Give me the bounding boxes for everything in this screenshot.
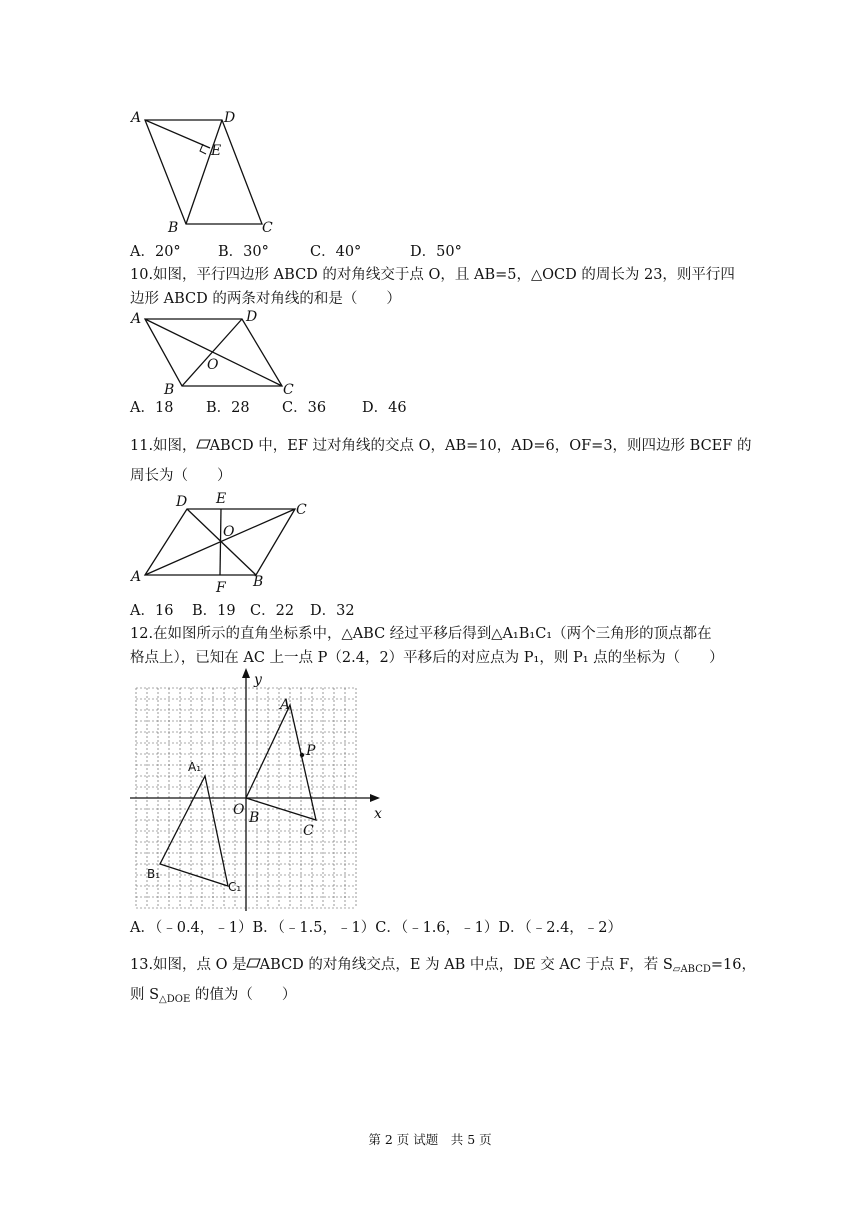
- q9-options: [130, 242, 462, 262]
- label-b: B: [164, 382, 175, 398]
- label-a: A: [280, 697, 291, 713]
- figure-q11-parallelogram: [120, 488, 320, 598]
- label-c1: C₁: [228, 880, 242, 894]
- q10-option-a: A．18: [130, 400, 174, 416]
- label-a1: A₁: [188, 760, 202, 774]
- parallelogram-symbol-icon: [247, 958, 260, 968]
- figure-q9-parallelogram: [120, 100, 290, 240]
- q13-stem-line1: [130, 955, 756, 980]
- label-o: O: [223, 524, 235, 540]
- label-p: P: [306, 743, 316, 759]
- label-c: C: [296, 502, 307, 518]
- q9-option-b: B．30°: [218, 244, 269, 260]
- q12-options: [130, 918, 622, 938]
- label-b: B: [249, 810, 260, 826]
- q11-options: [130, 601, 355, 621]
- page-footer: 第 2 页 试题 共 5 页: [368, 1132, 492, 1147]
- q9-option-a: A．20°: [130, 244, 181, 260]
- q11-rest: ABCD 中，EF 过对角线的交点 O，AB=10，AD=6，OF=3，则四边形 BCEF 的: [209, 438, 752, 454]
- figure-q12-coordinate-grid: [120, 665, 400, 915]
- label-c: C: [262, 220, 273, 236]
- q13-rest2: =16，: [710, 957, 756, 973]
- q11-option-d: D．32: [310, 603, 355, 619]
- label-x: x: [374, 806, 382, 822]
- q13-prefix: 13.如图，点 O 是: [130, 957, 247, 973]
- q13-line2-prefix: 则 S: [130, 987, 160, 1003]
- figure-q10-parallelogram: [120, 300, 310, 400]
- q13-line2-rest: 的值为（ ）: [190, 987, 297, 1003]
- q9-option-d: D．50°: [410, 244, 462, 260]
- q12-option-d: D．（﹣2.4，﹣2）: [498, 920, 623, 936]
- q13-rest: ABCD 的对角线交点，E 为 AB 中点，DE 交 AC 于点 F，若 S: [259, 957, 673, 973]
- label-a: A: [131, 311, 142, 327]
- q10-options: [130, 398, 407, 418]
- q12-option-b: B．（﹣1.5，﹣1）: [252, 920, 376, 936]
- label-b: B: [168, 220, 179, 236]
- q13-stem-line2: [130, 985, 296, 1010]
- q11-prefix: 11.如图，: [130, 438, 197, 454]
- q9-option-c: C．40°: [310, 244, 362, 260]
- q11-stem-line1: [130, 436, 751, 456]
- label-c: C: [303, 823, 314, 839]
- q13-area-subscript: ▱ABCD: [672, 964, 711, 975]
- q10-option-c: C．36: [282, 400, 327, 416]
- q11-option-b: B．19: [192, 603, 236, 619]
- label-a: A: [131, 110, 142, 126]
- q11-option-c: C．22: [250, 603, 295, 619]
- q12-stem-line2: 格点上），已知在 AC 上一点 P（2.4，2）平移后的对应点为 P₁，则 P₁ 点的坐标为（ ）: [130, 650, 724, 666]
- label-o: O: [233, 802, 245, 818]
- label-f: F: [216, 580, 226, 596]
- label-b1: B₁: [147, 867, 161, 881]
- q10-option-b: B．28: [206, 400, 250, 416]
- parallelogram-symbol-icon: [197, 439, 210, 449]
- q13-area-subscript-2: △DOE: [159, 994, 191, 1005]
- q11-option-a: A．16: [130, 603, 174, 619]
- label-c: C: [283, 382, 294, 398]
- q10-stem-line2: 边形 ABCD 的两条对角线的和是（ ）: [130, 291, 401, 307]
- q12-option-a: A．（﹣0.4，﹣1）: [130, 920, 253, 936]
- q11-stem-line2: 周长为（ ）: [130, 468, 232, 484]
- q12-stem-line1: 12.在如图所示的直角坐标系中，△ABC 经过平移后得到△A₁B₁C₁（两个三角形的顶点都在: [130, 626, 712, 642]
- label-d: D: [224, 110, 236, 126]
- label-d: D: [246, 309, 258, 325]
- label-y: y: [254, 672, 262, 688]
- label-d: D: [176, 494, 188, 510]
- label-b: B: [253, 574, 264, 590]
- q10-option-d: D．46: [362, 400, 407, 416]
- label-e: E: [211, 143, 222, 159]
- label-a: A: [131, 569, 142, 585]
- q12-option-c: C．（﹣1.6，﹣1）: [375, 920, 499, 936]
- label-e: E: [216, 491, 227, 507]
- q10-stem-line1: 10.如图，平行四边形 ABCD 的对角线交于点 O，且 AB=5，△OCD 的周长为 23，则平行四: [130, 267, 735, 283]
- label-o: O: [207, 357, 219, 373]
